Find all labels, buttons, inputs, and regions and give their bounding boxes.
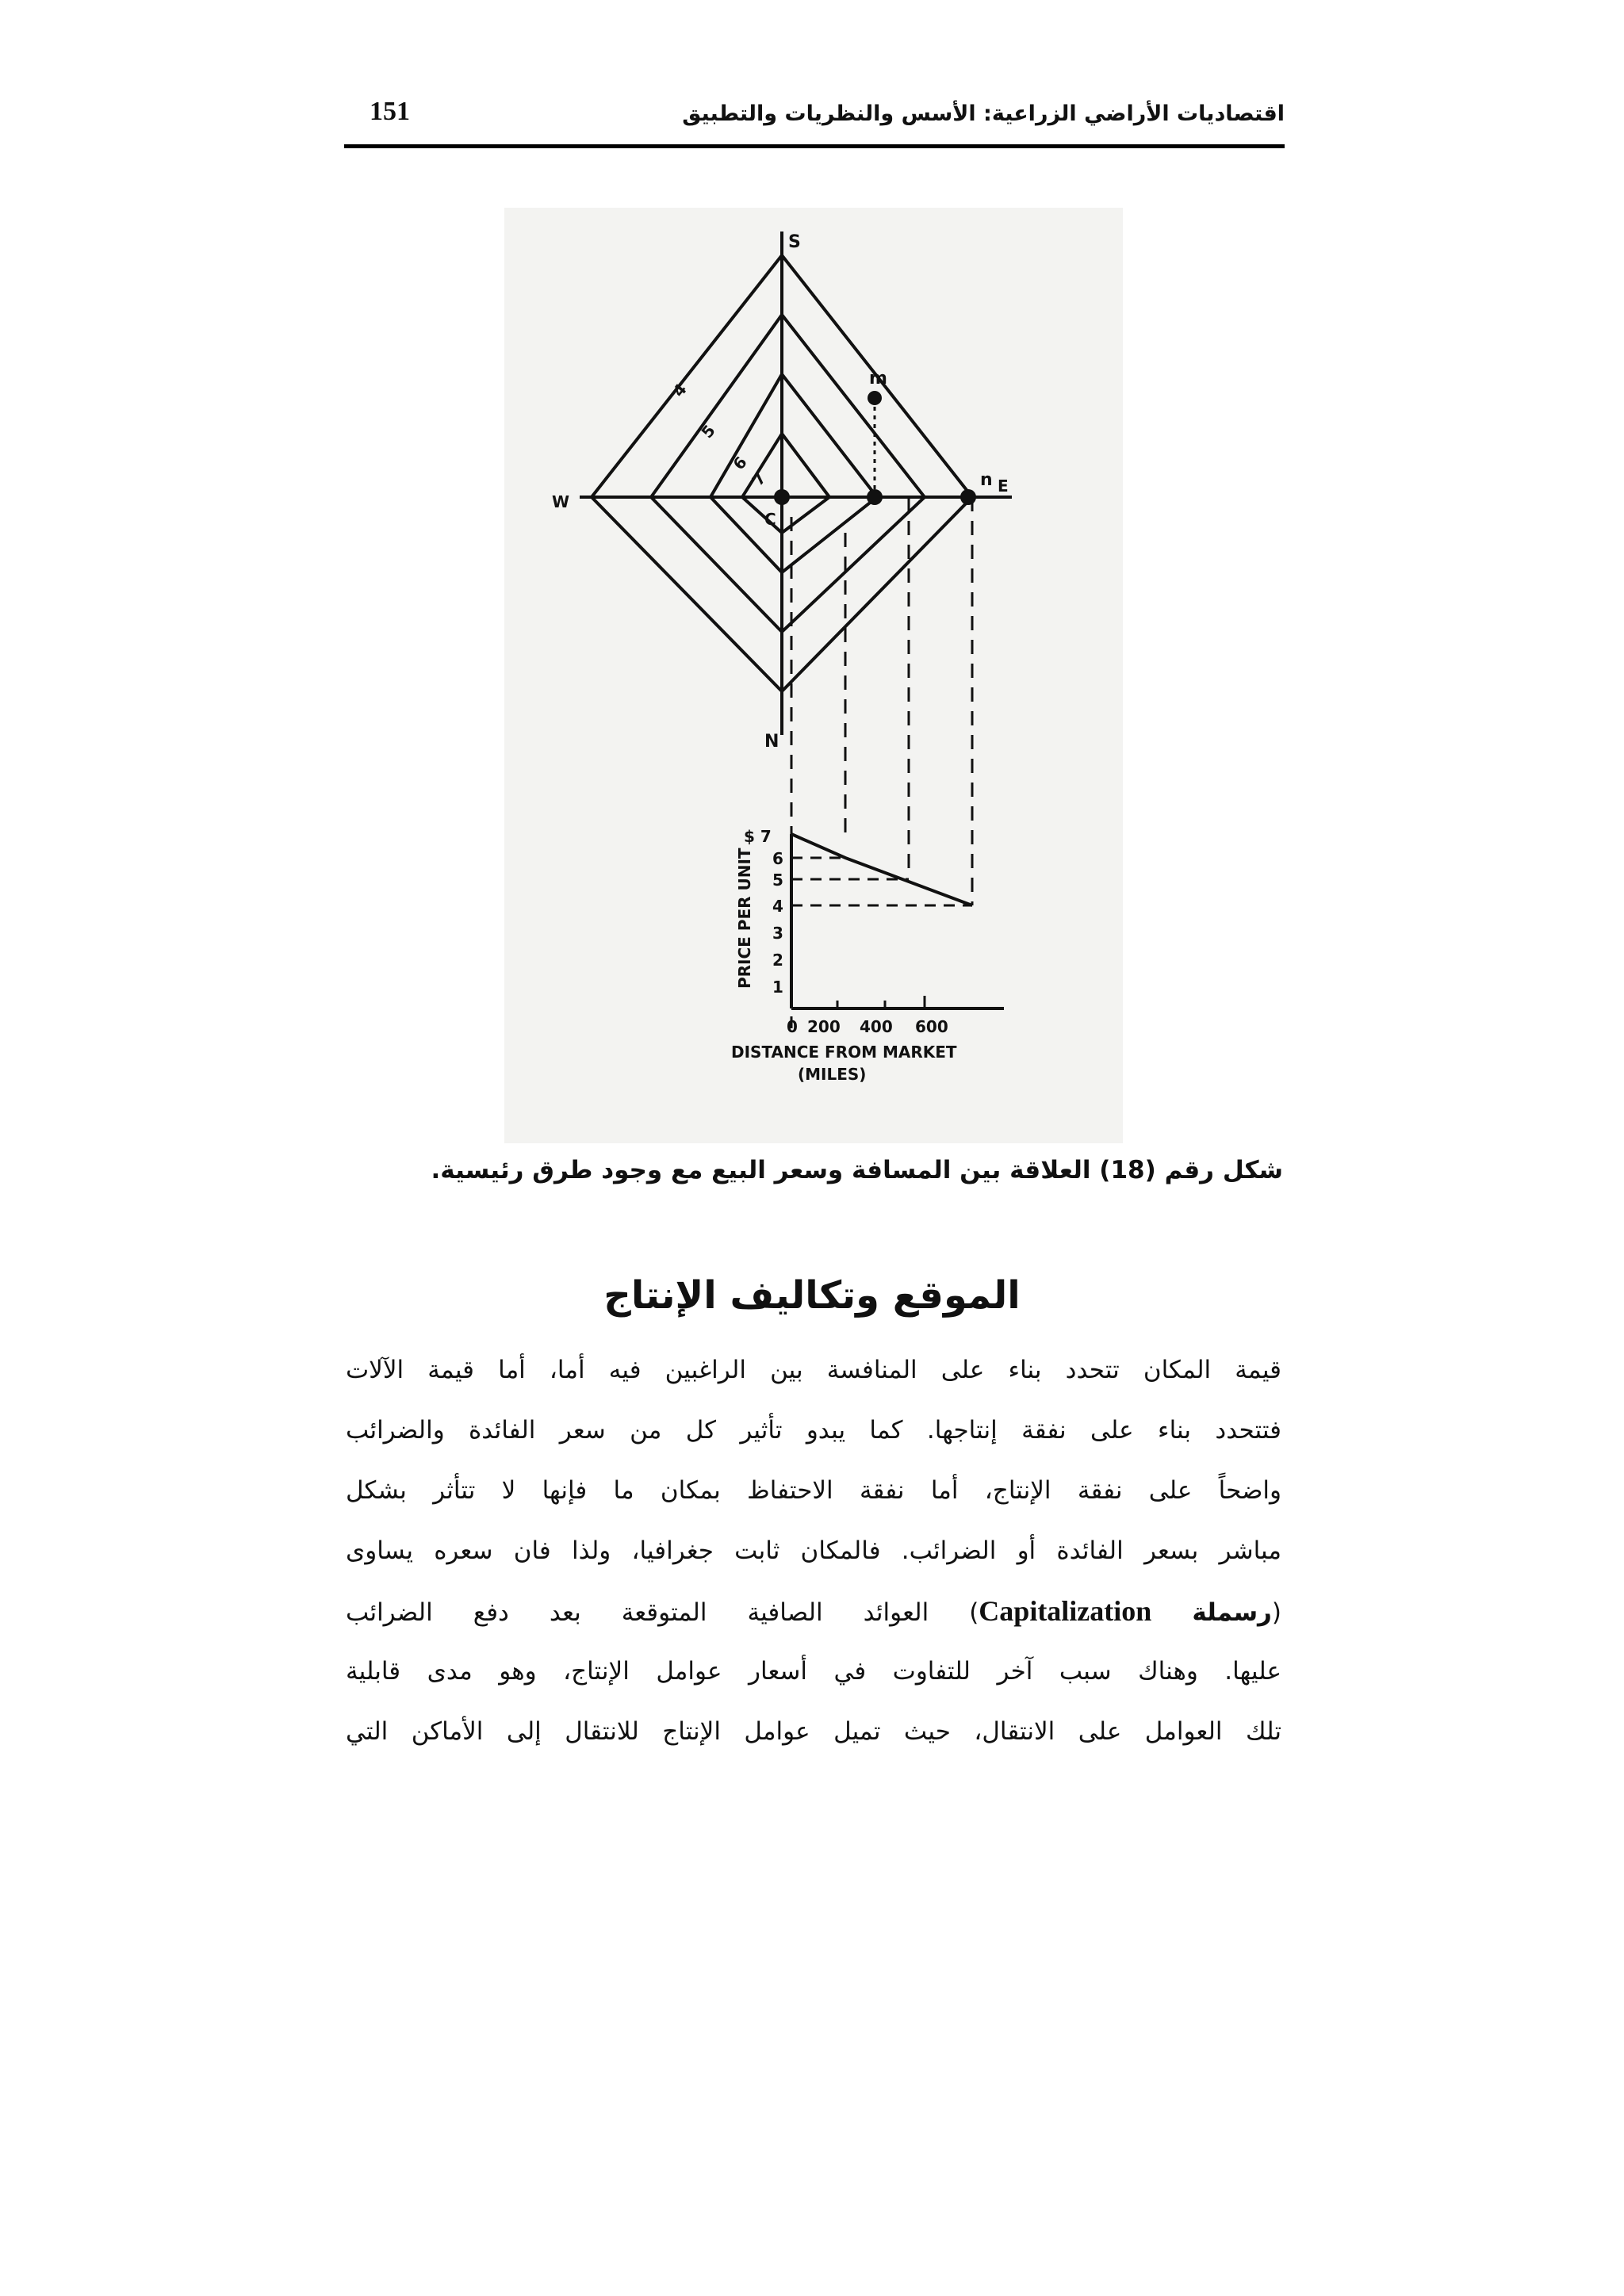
section-title: الموقع وتكاليف الإنتاج [603,1273,1021,1318]
label-w: W [552,492,570,511]
point-c [774,489,790,505]
figure-diagram [504,208,1123,1143]
line5-rest: ) العوائد الصافية المتوقعة بعد دفع الضرائب [346,1598,979,1627]
price-tick-1: 1 [772,978,783,997]
diamond-5 [651,315,925,632]
running-title: اقتصاديات الأراضي الزراعية: الأسس والنظريات والتطبيق [682,101,1285,126]
label-e: E [998,476,1009,496]
label-n-small: n [980,470,993,490]
paragraph-line-1: قيمة المكان تتحدد بناء على المنافسة بين الراغبين فيه أما، أما قيمة الآلات [346,1356,1281,1384]
price-curve [791,834,972,905]
label-ring-6: 6 [729,453,751,474]
label-ring-5: 5 [697,421,719,442]
label-n: N [764,732,779,752]
price-axis-label: PRICE PER UNIT [735,848,754,989]
line5-open-paren: ( [1271,1598,1282,1627]
figure-18 [504,208,1123,1143]
label-ring-7: 7 [748,469,770,490]
paragraph-line-4: مباشر بسعر الفائدة أو الضرائب. فالمكان ثابت جغرافيا، ولذا فان سعره يساوى [346,1536,1281,1565]
term-latin: Capitalization [979,1595,1152,1627]
price-tick-2: 2 [772,951,783,970]
paragraph-line-7: تلك العوامل على الانتقال، حيث تميل عوامل الإنتاج للانتقال إلى الأماكن التي [346,1717,1281,1746]
point-n [960,489,976,505]
page-header [344,97,1285,149]
distance-tick-200: 200 [807,1017,841,1036]
label-s: S [788,232,801,252]
term-arabic: رسملة [1192,1598,1272,1627]
paragraph-line-3: واضحاً على نفقة الإنتاج، أما نفقة الاحتفاظ بمكان ما فإنها لا تتأثر بشكل [346,1476,1281,1505]
body-paragraph [346,1340,1281,1762]
figure-caption: شكل رقم (18) العلاقة بين المسافة وسعر البيع مع وجود طرق رئيسية. [431,1156,1283,1184]
label-ring-4: 4 [668,380,691,401]
page-number: 151 [370,97,410,126]
price-label-7: $ 7 [744,827,772,846]
paragraph-line-6: عليها. وهناك سبب آخر للتفاوت في أسعار عوامل الإنتاج، وهو مدى قابلية [346,1657,1281,1686]
distance-axis-unit: (MILES) [798,1065,867,1084]
price-tick-6: 6 [772,849,783,868]
header-rule [344,144,1285,148]
label-c: C [764,510,776,529]
price-tick-4: 4 [772,897,783,916]
distance-tick-600: 600 [915,1017,948,1036]
paragraph-line-5 [346,1581,1281,1641]
distance-tick-400: 400 [860,1017,893,1036]
distance-tick-0: 0 [787,1017,798,1036]
distance-axis-label: DISTANCE FROM MARKET [731,1043,957,1062]
price-tick-3: 3 [772,924,783,943]
paragraph-line-2: فتتحدد بناء على نفقة إنتاجها. كما يبدو تأثير كل من سعر الفائدة والضرائب [346,1416,1281,1445]
price-tick-5: 5 [772,871,783,890]
label-m: m [869,369,887,388]
